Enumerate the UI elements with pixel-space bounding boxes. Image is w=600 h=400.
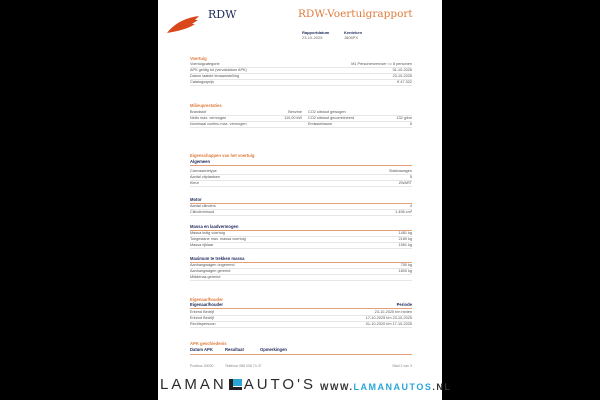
meta-plate bbox=[344, 30, 362, 40]
row-value: 750 kg bbox=[400, 263, 412, 267]
row-value: 17-10-2025 t/m 23-10-2025 bbox=[365, 316, 412, 320]
sub-title-algemeen: Algemeen bbox=[190, 159, 211, 164]
row-label: Erkend Bedrijf bbox=[190, 310, 214, 314]
row-value: M1 Personenvervoer <= 8 personen bbox=[351, 62, 412, 66]
footer-postbus: Postbus 30000 bbox=[190, 364, 214, 368]
column-header: Opmerkingen bbox=[260, 347, 287, 352]
row-value: ZWART bbox=[398, 181, 412, 185]
sub-title-motor: Motor bbox=[190, 197, 202, 202]
divider bbox=[190, 354, 412, 355]
table-row bbox=[190, 209, 412, 216]
column-header: Resultaat bbox=[225, 347, 244, 352]
row-label: Carrosserietype bbox=[190, 169, 217, 173]
table-row bbox=[190, 242, 412, 249]
meta-report-date bbox=[302, 30, 329, 40]
dealer-url[interactable] bbox=[320, 382, 451, 392]
url-suffix: .NL bbox=[432, 382, 452, 392]
url-highlight: LAMANAUTOS bbox=[353, 382, 433, 392]
row-value: 1800 kg bbox=[398, 269, 412, 273]
divider bbox=[190, 165, 412, 166]
row-value: 1481 kg bbox=[398, 231, 412, 235]
row-value: 23-10-2025 t/m heden bbox=[374, 310, 412, 314]
row-label: Voertuigcategorie bbox=[190, 62, 220, 66]
table-row bbox=[190, 180, 412, 187]
row-label: Aanhangwagen ongeremd bbox=[190, 263, 235, 267]
row-value: 110,00 kW bbox=[284, 116, 302, 120]
dealer-logo bbox=[160, 376, 316, 393]
rdw-logo-icon bbox=[166, 14, 200, 34]
section-title-milieu: Milieuprestaties bbox=[190, 103, 222, 108]
footer-page-number: Blad 2 van 3 bbox=[392, 364, 412, 368]
row-value: Stationwagen bbox=[388, 169, 412, 173]
row-label: Aanhangwagen geremd bbox=[190, 269, 231, 273]
report-page bbox=[158, 0, 452, 400]
row-value: 01-10-2020 t/m 17-10-2025 bbox=[365, 322, 412, 326]
row-value: 1.498 cm³ bbox=[395, 210, 412, 214]
brand-name: RDW bbox=[208, 8, 237, 21]
meta-label: Kenteken bbox=[344, 30, 363, 35]
row-label: Erkend Bedrijf bbox=[190, 316, 214, 320]
row-value: 6 bbox=[409, 122, 412, 126]
row-label: Middenas geremd bbox=[190, 275, 221, 279]
row-label: Cilinderinhoud bbox=[190, 210, 215, 214]
row-label: Nominaal continu max. vermogen bbox=[190, 122, 247, 126]
section-title-eigenaars: Eigenaar/houder bbox=[190, 297, 224, 302]
row-label: Aantal zitplaatsen bbox=[190, 175, 220, 179]
row-label: Toegestane max. massa voertuig bbox=[190, 237, 246, 241]
row-label: Massa rijklaar bbox=[190, 243, 214, 247]
row-value: 1581 kg bbox=[398, 243, 412, 247]
row-value: 01-10-2026 bbox=[392, 68, 412, 72]
row-label: APK geldig tot (vervaldatum APK) bbox=[190, 68, 247, 72]
table-row bbox=[190, 79, 412, 86]
footer-telefoon: Telefoon 088 008 74 47 bbox=[225, 364, 262, 368]
row-label: CO2 uitstoot gewogen bbox=[308, 110, 346, 114]
row-value: € 47.322 bbox=[397, 80, 412, 84]
laman-mark-icon bbox=[229, 379, 242, 390]
report-title: RDW-Voertuigrapport bbox=[298, 8, 413, 20]
row-value: Benzine bbox=[288, 110, 302, 114]
sub-title-massa: Massa en laadvermogen bbox=[190, 224, 239, 229]
meta-value: J806PX bbox=[344, 35, 359, 40]
row-label: Massa ledig voertuig bbox=[190, 231, 225, 235]
row-label: Rechtspersoon bbox=[190, 322, 216, 326]
row-value: 2189 kg bbox=[398, 237, 412, 241]
row-label: Kleur bbox=[190, 181, 199, 185]
dealer-name-right: AUTO'S bbox=[243, 376, 316, 393]
column-header: Periode bbox=[396, 302, 412, 307]
row-value: 132 g/km bbox=[396, 116, 412, 120]
row-label: Catalogusprijs bbox=[190, 80, 215, 84]
url-prefix: WWW. bbox=[320, 382, 354, 392]
section-title-eigenschappen: Eigenschappen van het voertuig bbox=[190, 153, 255, 158]
row-value: 4 bbox=[409, 204, 412, 208]
row-label: Netto max. vermogen bbox=[190, 116, 227, 120]
row-value: 5 bbox=[409, 175, 412, 179]
row-label: Datum laatste tenaamstelling bbox=[190, 74, 239, 78]
row-label: Brandstof bbox=[190, 110, 207, 114]
meta-label: Rapportdatum bbox=[302, 30, 330, 35]
row-label: Emissieklasse bbox=[308, 122, 333, 126]
meta-value: 23-10-2025 bbox=[302, 35, 323, 40]
section-title-apk: APK geschiedenis bbox=[190, 341, 227, 346]
table-row bbox=[190, 321, 412, 328]
column-header: Eigenaar/houder bbox=[190, 302, 224, 307]
table-row bbox=[190, 274, 412, 281]
row-label: Aantal cilinders bbox=[190, 204, 216, 208]
section-title-voertuig: Voertuig bbox=[190, 56, 207, 61]
row-label: CO2 uitstoot gecombineerd bbox=[308, 116, 355, 120]
row-value: 23-10-2025 bbox=[392, 74, 412, 78]
dealer-name-left: LAMAN bbox=[160, 376, 227, 393]
sub-title-trekken: Maximum te trekken massa bbox=[190, 256, 245, 261]
table-row bbox=[190, 121, 412, 128]
column-header: Datum APK bbox=[190, 347, 213, 352]
